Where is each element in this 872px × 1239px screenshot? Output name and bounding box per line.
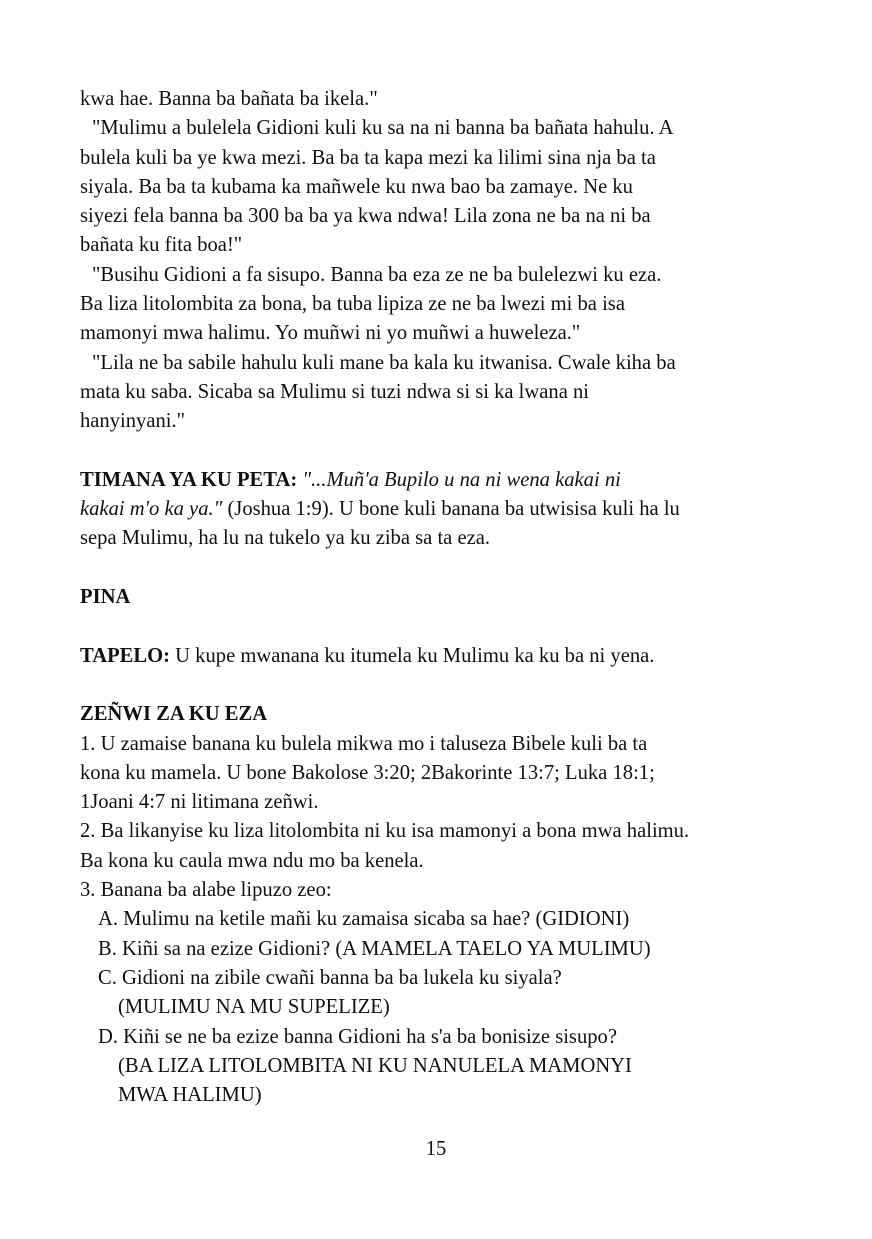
memory-verse-quote: "...Muñ'a Bupilo u na ni wena kakai ni	[297, 468, 621, 491]
memory-verse-reference: (Joshua 1:9). U bone kuli banana ba utwisisa kuli ha lu	[222, 498, 680, 521]
question-a: A. Mulimu na ketile mañi ku zamaisa sicaba sa hae? (GIDIONI)	[98, 908, 630, 931]
answer-d: MWA HALIMU)	[118, 1084, 262, 1107]
answer-c: (MULIMU NA MU SUPELIZE)	[118, 996, 390, 1019]
story-line: siyala. Ba ba ta kubama ka mañwele ku nwa bao ba zamaye. Ne ku	[80, 175, 633, 198]
story-line: "Busihu Gidioni a fa sisupo. Banna ba eza ze ne ba bulelezwi ku eza.	[92, 263, 662, 286]
activities-heading: ZEÑWI ZA KU EZA	[80, 703, 268, 726]
story-line: mamonyi mwa halimu. Yo muñwi ni yo muñwi a huweleza."	[80, 322, 581, 345]
song-heading: PINA	[80, 586, 131, 609]
story-line: bulela kuli ba ye kwa mezi. Ba ba ta kapa mezi ka lilimi sina nja ba ta	[80, 146, 656, 169]
activity-line: 1Joani 4:7 ni litimana zeñwi.	[80, 791, 319, 814]
page-number: 15	[425, 1138, 447, 1160]
story-line: siyezi fela banna ba 300 ba ba ya kwa ndwa! Lila zona ne ba na ni ba	[80, 205, 651, 228]
activity-line: 2. Ba likanyise ku liza litolombita ni ku isa mamonyi a bona mwa halimu.	[80, 820, 690, 843]
answer-d: (BA LIZA LITOLOMBITA NI KU NANULELA MAMONYI	[118, 1054, 632, 1077]
memory-verse-line: sepa Mulimu, ha lu na tukelo ya ku ziba sa ta eza.	[80, 527, 491, 550]
question-d: D. Kiñi se ne ba ezize banna Gidioni ha s'a ba bonisize sisupo?	[98, 1025, 617, 1048]
story-line: "Mulimu a bulelela Gidioni kuli ku sa na ni banna ba bañata hahulu. A	[92, 117, 674, 140]
story-line: bañata ku fita boa!"	[80, 234, 243, 257]
activity-line: 1. U zamaise banana ku bulela mikwa mo i taluseza Bibele kuli ba ta	[80, 732, 648, 755]
memory-verse-label: TIMANA YA KU PETA:	[80, 468, 298, 491]
prayer-line	[80, 642, 820, 671]
prayer-label: TAPELO:	[80, 644, 171, 667]
story-line: kwa hae. Banna ba bañata ba ikela."	[80, 88, 378, 110]
memory-verse-quote-end: kakai m'o ka ya."	[80, 498, 223, 521]
memory-verse-line	[80, 495, 820, 524]
story-line: mata ku saba. Sicaba sa Mulimu si tuzi ndwa si si ka lwana ni	[80, 380, 590, 403]
story-line: "Lila ne ba sabile hahulu kuli mane ba kala ku itwanisa. Cwale kiha ba	[92, 351, 676, 374]
page-body	[80, 85, 820, 1110]
story-line: Ba liza litolombita za bona, ba tuba lipiza ze ne ba lwezi mi ba isa	[80, 293, 625, 316]
story-line: hanyinyani."	[80, 410, 186, 433]
question-b: B. Kiñi sa na ezize Gidioni? (A MAMELA TAELO YA MULIMU)	[98, 937, 651, 960]
memory-verse-line	[80, 466, 820, 495]
activity-line: 3. Banana ba alabe lipuzo zeo:	[80, 879, 332, 902]
activity-line: kona ku mamela. U bone Bakolose 3:20; 2Bakorinte 13:7; Luka 18:1;	[80, 761, 655, 784]
activity-line: Ba kona ku caula mwa ndu mo ba kenela.	[80, 849, 424, 872]
question-c: C. Gidioni na zibile cwañi banna ba ba lukela ku siyala?	[98, 966, 562, 989]
prayer-text: U kupe mwanana ku itumela ku Mulimu ka ku ba ni yena.	[170, 644, 655, 667]
